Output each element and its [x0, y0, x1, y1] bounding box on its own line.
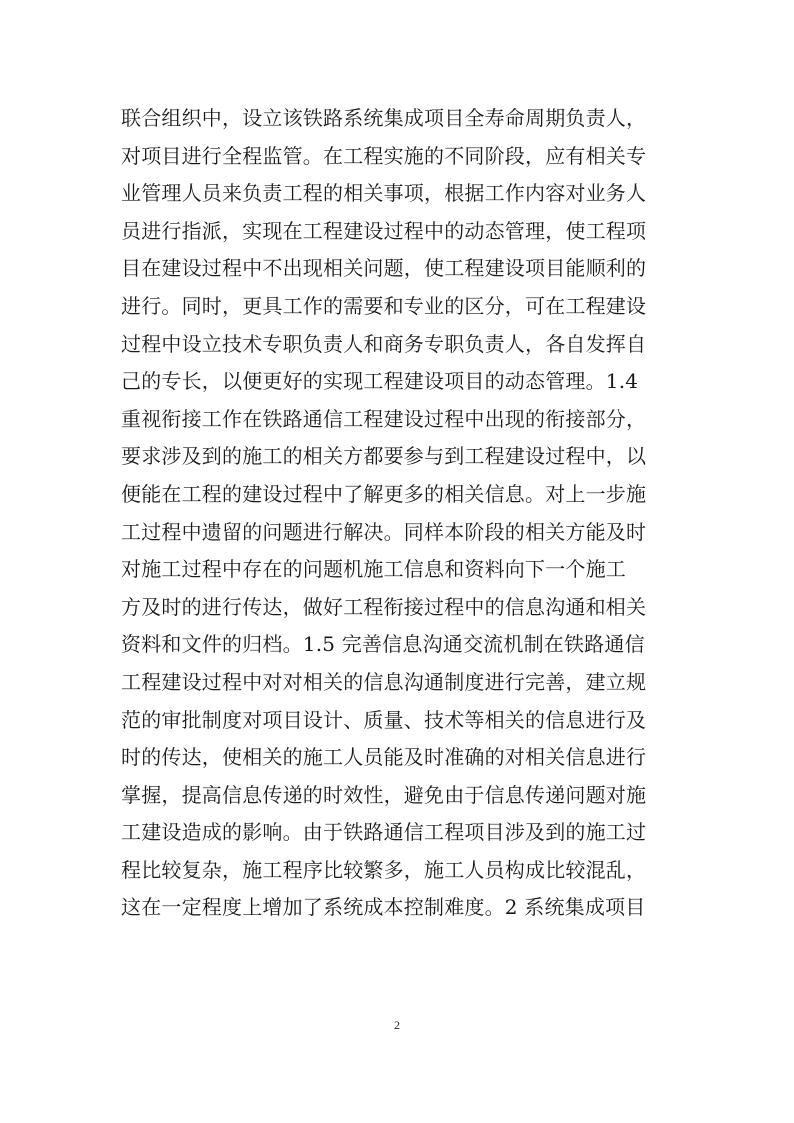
text-line: 便能在工程的建设过程中了解更多的相关信息。对上一步施	[121, 481, 647, 506]
text-line: 时的传达，使相关的施工人员能及时准确的对相关信息进行	[121, 745, 647, 770]
text-line: 业管理人员来负责工程的相关事项，根据工作内容对业务人	[121, 181, 647, 206]
text-line: 员进行指派，实现在工程建设过程中的动态管理，使工程项	[121, 218, 647, 243]
text-line: 程比较复杂，施工程序比较繁多，施工人员构成比较混乱，	[121, 857, 647, 882]
text-line: 己的专长，以便更好的实现工程建设项目的动态管理。1.4	[121, 369, 639, 394]
text-line: 掌握，提高信息传递的时效性，避免由于信息传递问题对施	[121, 782, 647, 807]
text-line: 联合组织中，设立该铁路系统集成项目全寿命周期负责人，	[121, 106, 647, 130]
text-line: 资料和文件的归档。1.5 完善信息沟通交流机制在铁路通信	[121, 632, 645, 657]
text-line: 范的审批制度对项目设计、质量、技术等相关的信息进行及	[121, 707, 647, 732]
text-line: 工建设造成的影响。由于铁路通信工程项目涉及到的施工过	[121, 820, 647, 845]
text-line: 工程建设过程中对对相关的信息沟通制度进行完善，建立规	[121, 669, 647, 694]
body-text	[121, 100, 673, 927]
text-line: 过程中设立技术专职负责人和商务专职负责人，各自发挥自	[121, 331, 647, 356]
text-line: 目在建设过程中不出现相关问题，使工程建设项目能顺利的	[121, 256, 647, 281]
text-line: 进行。同时，更具工作的需要和专业的区分，可在工程建设	[121, 293, 647, 318]
text-line: 工过程中遗留的问题进行解决。同样本阶段的相关方能及时	[121, 519, 647, 544]
text-line: 对施工过程中存在的问题机施工信息和资料向下一个施工	[121, 557, 626, 582]
text-line: 这在一定程度上增加了系统成本控制难度。2 系统集成项目	[121, 895, 646, 920]
page-number: 2	[394, 1018, 400, 1032]
text-line: 重视衔接工作在铁路通信工程建设过程中出现的衔接部分，	[121, 406, 647, 431]
text-line: 方及时的进行传达，做好工程衔接过程中的信息沟通和相关	[121, 594, 647, 619]
text-line: 对项目进行全程监管。在工程实施的不同阶段，应有相关专	[121, 143, 647, 168]
text-line: 要求涉及到的施工的相关方都要参与到工程建设过程中，以	[121, 444, 647, 469]
